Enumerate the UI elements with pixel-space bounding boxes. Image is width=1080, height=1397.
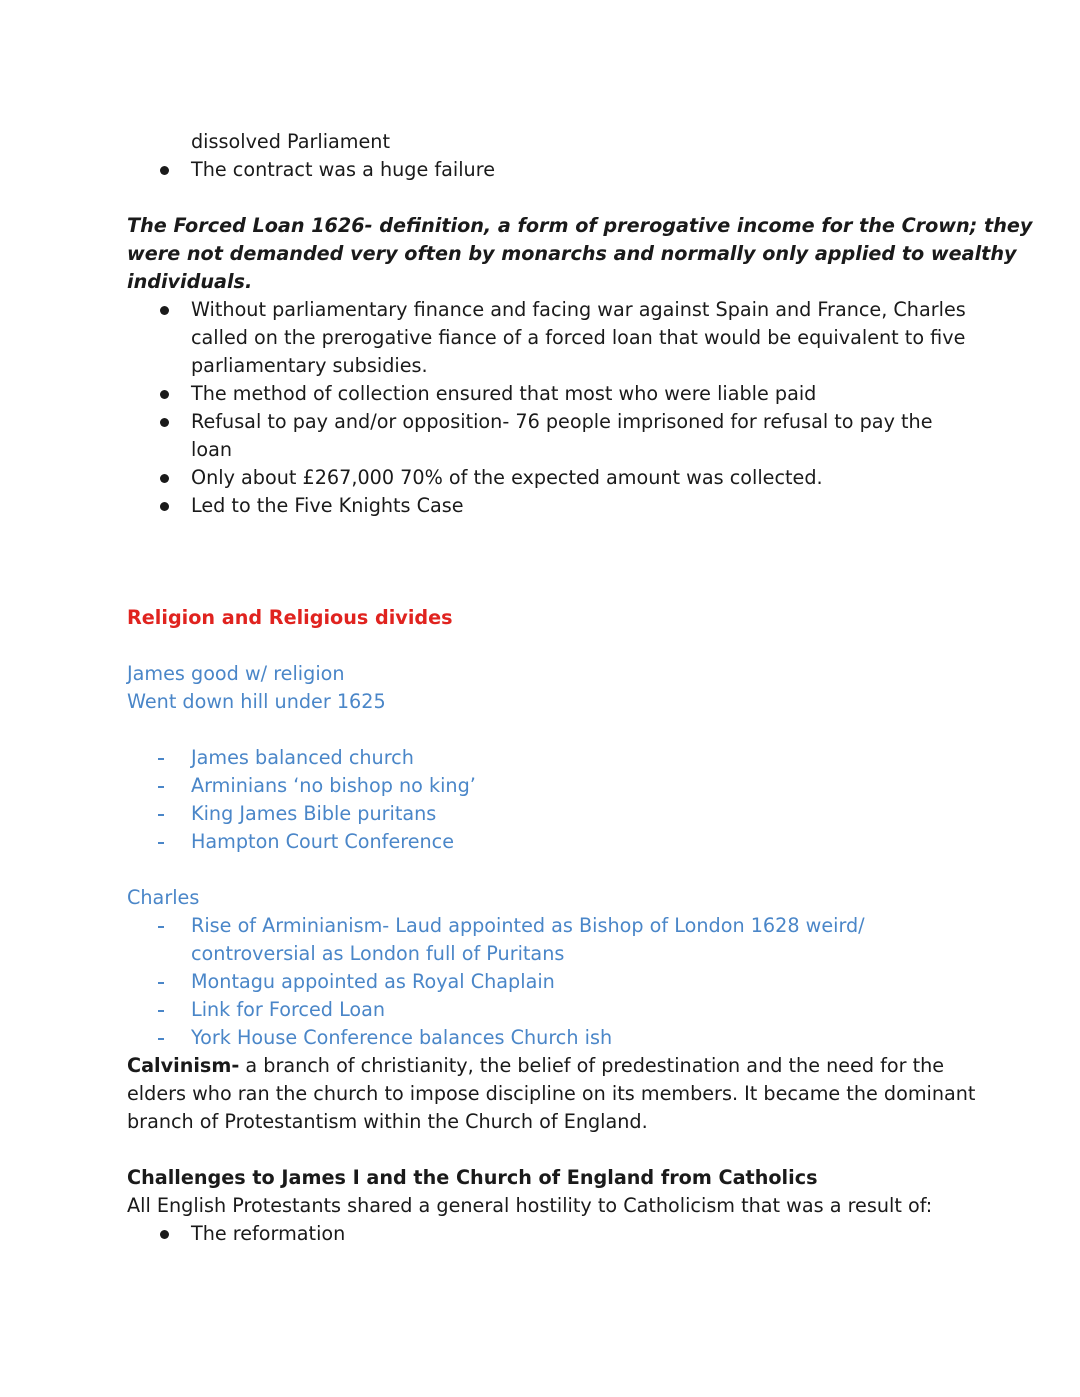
charles-label: Charles	[127, 886, 200, 909]
contract-continuation: dissolved Parliament	[191, 130, 390, 153]
charles-item-1-line-1: Rise of Arminianism- Laud appointed as Bishop of London 1628 weird/	[191, 914, 865, 937]
james-item-2: Arminians ‘no bishop no king’	[191, 774, 476, 797]
challenges-heading: Challenges to James I and the Church of England from Catholics	[127, 1166, 818, 1189]
charles-item-2: Montagu appointed as Royal Chaplain	[191, 970, 555, 993]
dash-icon	[158, 1038, 164, 1040]
forced-loan-bullet-5: Led to the Five Knights Case	[191, 494, 464, 517]
calvinism-line-1	[127, 1052, 944, 1080]
calvinism-term: Calvinism-	[127, 1054, 240, 1077]
forced-loan-bullet-1-line-1: Without parliamentary finance and facing war against Spain and France, Charles	[191, 298, 966, 321]
bullet-icon	[160, 306, 169, 315]
challenges-intro: All English Protestants shared a general hostility to Catholicism that was a result of:	[127, 1194, 933, 1217]
religion-heading: Religion and Religious divides	[127, 606, 453, 629]
james-item-1: James balanced church	[191, 746, 414, 769]
contract-bullet: The contract was a huge failure	[191, 158, 495, 181]
charles-item-1-line-2: controversial as London full of Puritans	[191, 942, 565, 965]
charles-item-4: York House Conference balances Church ish	[191, 1026, 613, 1049]
bullet-icon	[160, 418, 169, 427]
forced-loan-bullet-3-line-1: Refusal to pay and/or opposition- 76 people imprisoned for refusal to pay the	[191, 410, 933, 433]
forced-loan-bullet-1-line-2: called on the prerogative fiance of a forced loan that would be equivalent to five	[191, 326, 966, 349]
bullet-icon	[160, 166, 169, 175]
forced-loan-heading-line-1: The Forced Loan 1626- definition, a form of prerogative income for the Crown; they	[127, 214, 1033, 237]
forced-loan-bullet-4: Only about £267,000 70% of the expected amount was collected.	[191, 466, 823, 489]
religion-note-2: Went down hill under 1625	[127, 690, 386, 713]
dash-icon	[158, 814, 164, 816]
bullet-icon	[160, 474, 169, 483]
bullet-icon	[160, 390, 169, 399]
bullet-icon	[160, 1230, 169, 1239]
calvinism-line-2: elders who ran the church to impose discipline on its members. It became the dominant	[127, 1082, 976, 1105]
calvinism-line-3: branch of Protestantism within the Church of England.	[127, 1110, 648, 1133]
challenges-bullet-1: The reformation	[191, 1222, 346, 1245]
religion-note-1: James good w/ religion	[127, 662, 345, 685]
bullet-icon	[160, 502, 169, 511]
forced-loan-bullet-1-line-3: parliamentary subsidies.	[191, 354, 428, 377]
forced-loan-heading-line-2: were not demanded very often by monarchs and normally only applied to wealthy	[127, 242, 1017, 265]
dash-icon	[158, 926, 164, 928]
james-item-3: King James Bible puritans	[191, 802, 437, 825]
dash-icon	[158, 758, 164, 760]
charles-item-3: Link for Forced Loan	[191, 998, 386, 1021]
forced-loan-bullet-2: The method of collection ensured that most who were liable paid	[191, 382, 817, 405]
forced-loan-bullet-3-line-2: loan	[191, 438, 232, 461]
dash-icon	[158, 982, 164, 984]
calvinism-definition-start: a branch of christianity, the belief of predestination and the need for the	[239, 1054, 945, 1077]
forced-loan-heading-line-3: individuals.	[127, 270, 253, 293]
dash-icon	[158, 842, 164, 844]
james-item-4: Hampton Court Conference	[191, 830, 455, 853]
dash-icon	[158, 786, 164, 788]
dash-icon	[158, 1010, 164, 1012]
